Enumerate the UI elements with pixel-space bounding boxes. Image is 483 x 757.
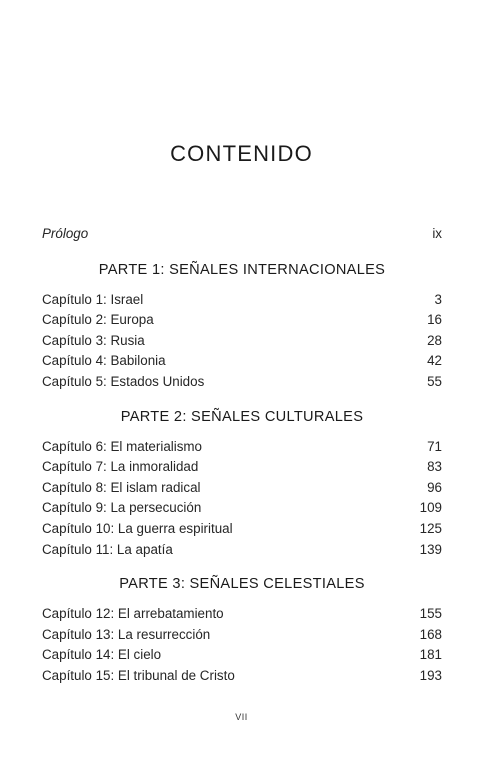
- page-number: VII: [235, 712, 248, 722]
- toc-entry-label: Capítulo 7: La inmoralidad: [42, 459, 199, 475]
- table-of-contents: [42, 224, 442, 700]
- part-1-heading: PARTE 1: SEÑALES INTERNACIONALES: [98, 261, 386, 278]
- toc-entry[interactable]: [42, 310, 442, 331]
- toc-entry[interactable]: [42, 457, 442, 478]
- toc-entry-page: 42: [427, 353, 442, 369]
- toc-entry[interactable]: [42, 351, 442, 372]
- toc-entry-label: Capítulo 1: Israel: [42, 291, 144, 307]
- toc-entry-label: Capítulo 5: Estados Unidos: [42, 373, 205, 389]
- toc-entry-label: Capítulo 13: La resurrección: [42, 626, 211, 642]
- toc-entry-page: 109: [419, 500, 442, 516]
- toc-entry-page: ix: [432, 226, 442, 241]
- toc-entry-page: 55: [427, 373, 442, 389]
- toc-entry-page: 155: [419, 606, 442, 622]
- toc-entry-page: 181: [419, 647, 442, 663]
- toc-entry[interactable]: [42, 540, 442, 561]
- toc-entry-label: Capítulo 12: El arrebatamiento: [42, 606, 224, 622]
- toc-entry-label: Capítulo 14: El cielo: [42, 647, 162, 663]
- toc-entry[interactable]: [42, 478, 442, 499]
- toc-entry-page: 83: [427, 459, 442, 475]
- toc-entry-label: Capítulo 3: Rusia: [42, 332, 145, 348]
- toc-entry-page: 125: [419, 520, 442, 536]
- part-3-section: [42, 573, 442, 686]
- toc-entry[interactable]: [42, 498, 442, 519]
- toc-entry[interactable]: [42, 519, 442, 540]
- part-3-heading: PARTE 3: SEÑALES CELESTIALES: [119, 576, 365, 593]
- toc-entry[interactable]: [42, 645, 442, 666]
- toc-entry-page: 16: [427, 312, 442, 328]
- toc-entry[interactable]: [42, 666, 442, 687]
- toc-entry-page: 71: [427, 438, 442, 454]
- toc-entry[interactable]: [42, 372, 442, 393]
- toc-entry-label: Capítulo 6: El materialismo: [42, 438, 203, 454]
- toc-entry-page: 139: [419, 541, 442, 557]
- toc-entry-label: Capítulo 4: Babilonia: [42, 353, 166, 369]
- toc-entry-label: Capítulo 8: El islam radical: [42, 479, 201, 495]
- toc-entry-page: 96: [427, 479, 442, 495]
- toc-entry-page: 193: [419, 667, 442, 683]
- toc-entry-page: 3: [434, 291, 442, 307]
- toc-entry[interactable]: [42, 331, 442, 352]
- toc-entry-label: Prólogo: [42, 226, 89, 241]
- part-2-heading: PARTE 2: SEÑALES CULTURALES: [120, 408, 364, 425]
- toc-entry-label: Capítulo 9: La persecución: [42, 500, 202, 516]
- toc-entry[interactable]: [42, 625, 442, 646]
- toc-entry-page: 28: [427, 332, 442, 348]
- toc-entry-label: Capítulo 10: La guerra espiritual: [42, 520, 233, 536]
- toc-entry[interactable]: [42, 604, 442, 625]
- toc-entry-label: Capítulo 2: Europa: [42, 312, 154, 328]
- toc-entry[interactable]: [42, 437, 442, 458]
- toc-entry-label: Capítulo 15: El tribunal de Cristo: [42, 667, 235, 683]
- part-2-section: [42, 406, 442, 561]
- toc-entry-label: Capítulo 11: La apatía: [42, 541, 173, 557]
- toc-entry[interactable]: [42, 290, 442, 311]
- toc-entry-page: 168: [419, 626, 442, 642]
- part-1-section: [42, 259, 442, 393]
- toc-entry-prologue[interactable]: [42, 224, 442, 245]
- page-title: CONTENIDO: [170, 141, 313, 166]
